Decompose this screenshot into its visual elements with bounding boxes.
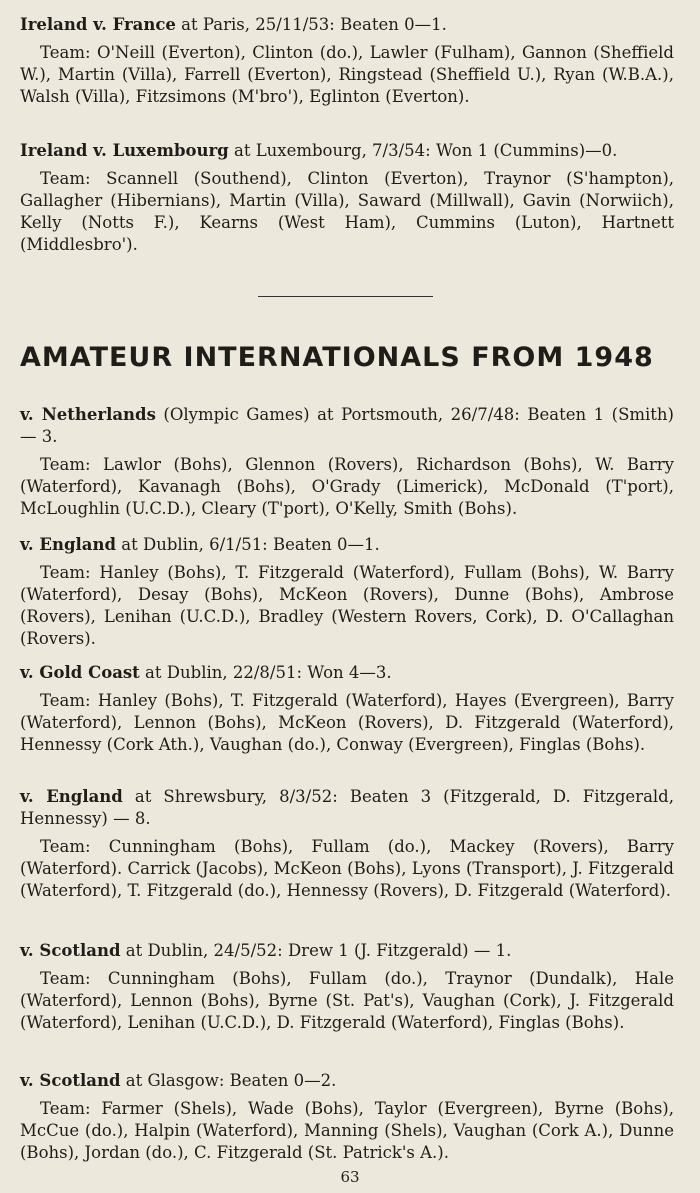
team-list: Team: Hanley (Bohs), T. Fitzgerald (Waterford), Hayes (Evergreen), Barry (Waterford), Lennon (Bohs), McKeon (Rovers), D. Fitzgerald (Waterford), Hennessy (Cork Ath.), Vaughan (do.), Conway (Evergreen), Finglas (Bohs).	[20, 691, 674, 754]
match-title: v. England	[20, 787, 123, 806]
team-list: Team: Farmer (Shels), Wade (Bohs), Taylor (Evergreen), Byrne (Bohs), McCue (do.), Halpin (Waterford), Manning (Shels), Vaughan (Cork A.), Dunne (Bohs), Jordan (do.), C. Fitzgerald (St. Patrick's A.).	[20, 1099, 674, 1162]
senior-match-luxembourg	[20, 140, 674, 256]
match-title: v. Scotland	[20, 941, 121, 960]
amateur-match-england-shrewsbury	[20, 786, 674, 902]
amateur-match-scotland-dublin	[20, 940, 674, 1034]
match-title: v. Scotland	[20, 1071, 121, 1090]
section-divider	[258, 296, 433, 297]
team-list: Team: Hanley (Bohs), T. Fitzgerald (Waterford), Fullam (Bohs), W. Barry (Waterford), Desay (Bohs), McKeon (Rovers), Dunne (Bohs), Ambrose (Rovers), Lenihan (U.C.D.), Bradley (Western Rovers, Cork), D. O'Callaghan (Rovers).	[20, 563, 674, 648]
amateur-match-netherlands	[20, 404, 674, 520]
team-list: Team: O'Neill (Everton), Clinton (do.), Lawler (Fulham), Gannon (Sheffield W.), Martin (Villa), Farrell (Everton), Ringstead (Sheffield U.), Ryan (W.B.A.), Walsh (Villa), Fitzsimons (M'bro'), Eglinton (Everton).	[20, 43, 674, 106]
amateur-match-gold-coast	[20, 662, 674, 756]
match-title: v. Gold Coast	[20, 663, 140, 682]
page-number: 63	[340, 1168, 360, 1186]
senior-match-france	[20, 14, 674, 108]
match-details: (Olympic Games) at Portsmouth, 26/7/48: Beaten 1 (Smith) — 3.	[20, 405, 674, 446]
match-details: at Paris, 25/11/53: Beaten 0—1.	[175, 15, 447, 34]
match-title: Ireland v. France	[20, 15, 176, 34]
match-details: at Glasgow: Beaten 0—2.	[120, 1071, 337, 1090]
match-details: at Dublin, 24/5/52: Drew 1 (J. Fitzgerald) — 1.	[120, 941, 512, 960]
match-details: at Dublin, 6/1/51: Beaten 0—1.	[116, 535, 380, 554]
match-title: v. Netherlands	[20, 405, 156, 424]
amateur-match-scotland-glasgow	[20, 1070, 674, 1164]
section-heading: AMATEUR INTERNATIONALS FROM 1948	[20, 342, 654, 373]
match-title: Ireland v. Luxembourg	[20, 141, 229, 160]
team-list: Team: Scannell (Southend), Clinton (Everton), Traynor (S'hampton), Gallagher (Hibernians), Martin (Villa), Saward (Millwall), Gavin (Norwiich), Kelly (Notts F.), Kearns (West Ham), Cummins (Luton), Hartnett (Middlesbro').	[20, 169, 674, 254]
match-details: at Dublin, 22/8/51: Won 4—3.	[139, 663, 392, 682]
team-list: Team: Lawlor (Bohs), Glennon (Rovers), Richardson (Bohs), W. Barry (Waterford), Kavanagh (Bohs), O'Grady (Limerick), McDonald (T'port), McLoughlin (U.C.D.), Cleary (T'port), O'Kelly, Smith (Bohs).	[20, 455, 674, 518]
team-list: Team: Cunningham (Bohs), Fullam (do.), Traynor (Dundalk), Hale (Waterford), Lennon (Bohs), Byrne (St. Pat's), Vaughan (Cork), J. Fitzgerald (Waterford), Lenihan (U.C.D.), D. Fitzgerald (Waterford), Finglas (Bohs).	[20, 969, 674, 1032]
amateur-match-england-dublin	[20, 534, 674, 650]
match-title: v. England	[20, 535, 117, 554]
team-list: Team: Cunningham (Bohs), Fullam (do.), Mackey (Rovers), Barry (Waterford). Carrick (Jacobs), McKeon (Bohs), Lyons (Transport), J. Fitzgerald (Waterford), T. Fitzgerald (do.), Hennessy (Rovers), D. Fitzgerald (Waterford).	[20, 837, 674, 900]
match-details: at Shrewsbury, 8/3/52: Beaten 3 (Fitzgerald, D. Fitzgerald, Hennessy) — 8.	[20, 787, 674, 828]
match-details: at Luxembourg, 7/3/54: Won 1 (Cummins)—0.	[228, 141, 618, 160]
